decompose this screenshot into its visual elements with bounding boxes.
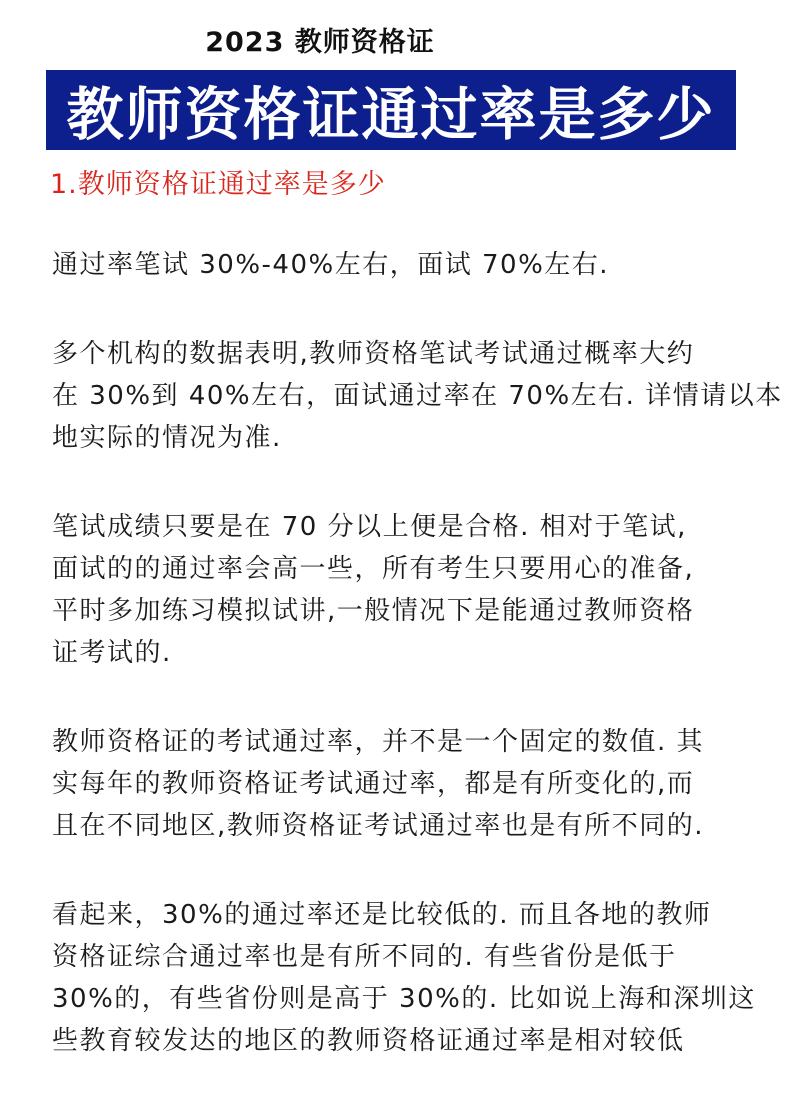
paragraph-line: 实每年的教师资格证考试通过率，都是有所变化的,而: [52, 769, 695, 799]
article-body: [52, 244, 783, 1109]
paragraph-line: 平时多加练习模拟试讲,一般情况下是能通过教师资格: [52, 596, 695, 626]
paragraph-line: 地实际的情况为准.: [52, 423, 282, 453]
paragraph-1: [52, 244, 762, 286]
paragraph-line: 看起来，30%的通过率还是比较低的. 而且各地的教师: [52, 900, 712, 930]
section-subheading: 1.教师资格证通过率是多少: [50, 169, 386, 200]
paragraph-4: [52, 721, 762, 847]
paragraph-line: 资格证综合通过率也是有所不同的. 有些省份是低于: [52, 942, 677, 972]
paragraph-line: 30%的，有些省份则是高于 30%的. 比如说上海和深圳这: [52, 984, 756, 1014]
banner-title: 教师资格证通过率是多少: [66, 82, 716, 148]
paragraph-2: [52, 333, 783, 459]
paragraph-line: 在 30%到 40%左右，面试通过率在 70%左右. 详情请以本: [52, 381, 783, 411]
title-banner: [46, 70, 736, 150]
paragraph-5: [52, 894, 762, 1062]
paragraph-line: 面试的的通过率会高一些，所有考生只要用心的准备,: [52, 554, 695, 584]
paragraph-line: 通过率笔试 30%-40%左右，面试 70%左右.: [52, 250, 610, 280]
top-label: 2023 教师资格证: [205, 27, 435, 58]
paragraph-line: 些教育较发达的地区的教师资格证通过率是相对较低: [52, 1026, 685, 1056]
paragraph-line: 笔试成绩只要是在 70 分以上便是合格. 相对于笔试,: [52, 512, 687, 542]
paragraph-line: 教师资格证的考试通过率，并不是一个固定的数值. 其: [52, 727, 705, 757]
paragraph-line: 证考试的.: [52, 638, 172, 668]
paragraph-line: 多个机构的数据表明,教师资格笔试考试通过概率大约: [52, 339, 695, 369]
paragraph-line: 且在不同地区,教师资格证考试通过率也是有所不同的.: [52, 811, 705, 841]
paragraph-3: [52, 506, 762, 674]
